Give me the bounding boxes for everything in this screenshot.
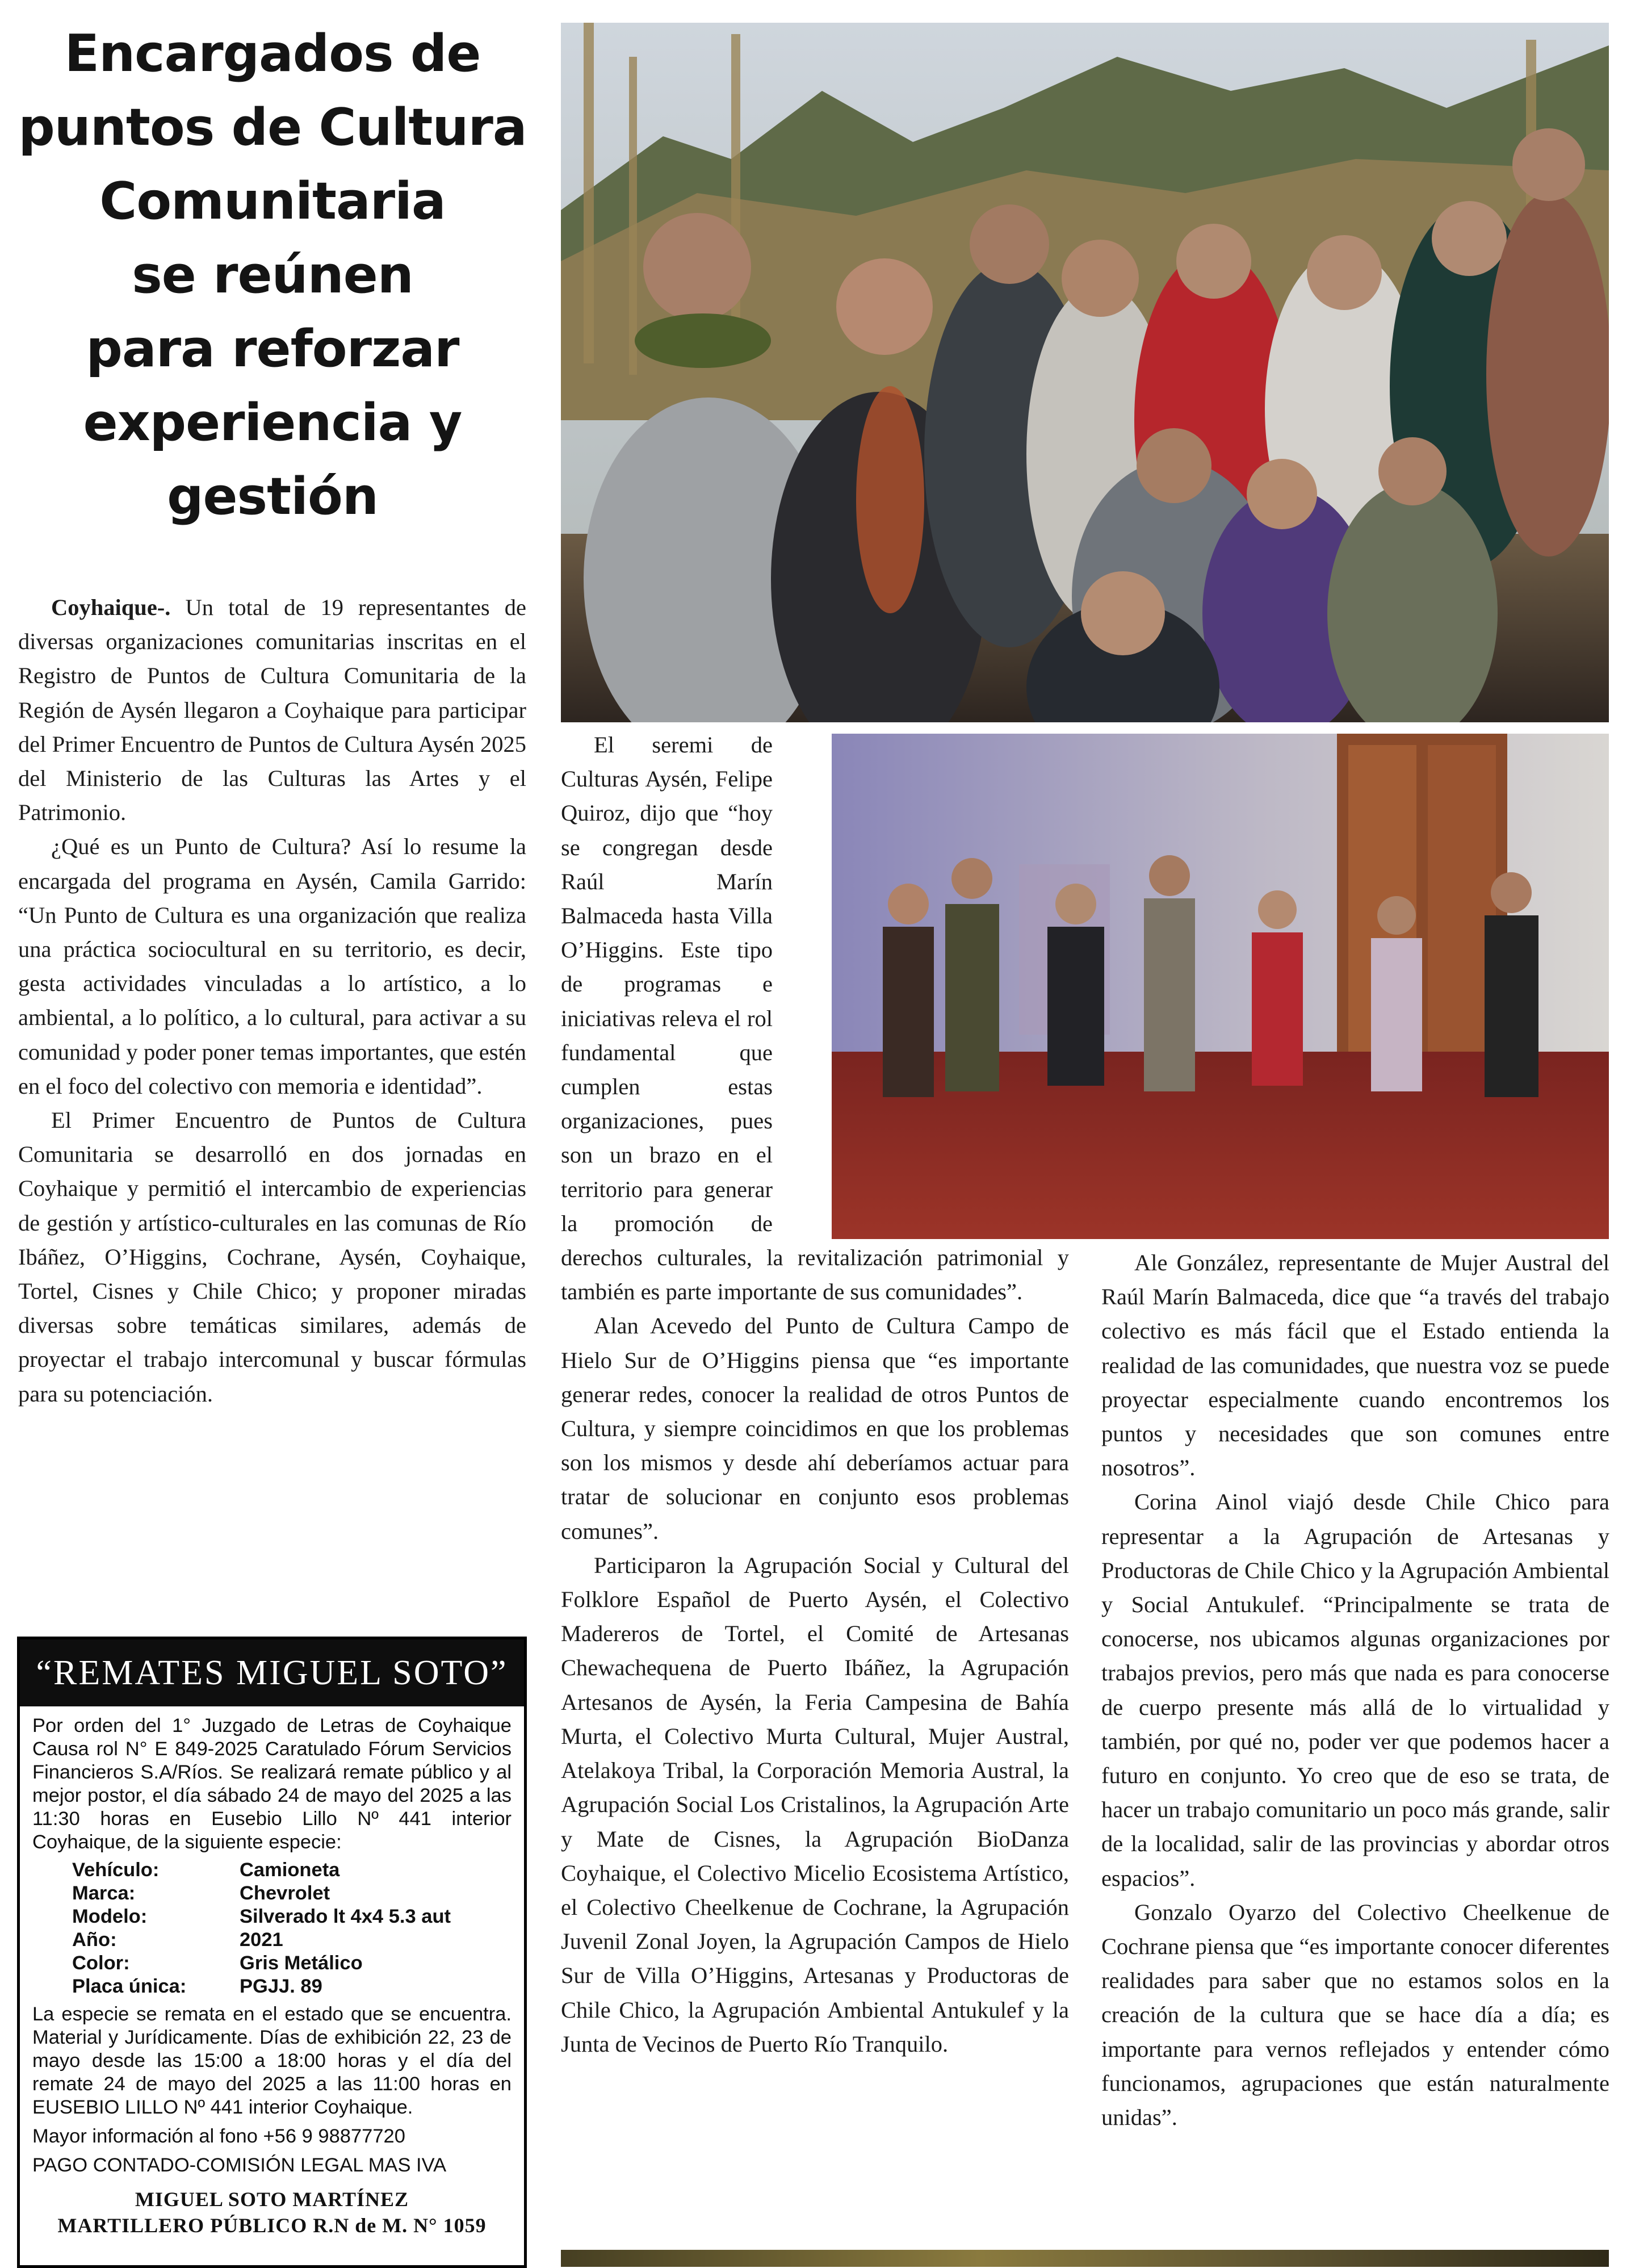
group-photo-outdoor-illustration: [561, 23, 1609, 722]
article-paragraph: Participaron la Agrupación Social y Cultural del Folklore Español de Puerto Aysén, el Colectivo Madereros de Tortel, el Comité de Artesanas Chewachequena de Puerto Ibáñez, la Agrupación Artesanos de Aysén, la Feria Campesina de Bahía Murta, el Colectivo Murta Cultural, Mujer Austral, Atelakoya Tribal, la Corporación Memoria Austral, la Agrupación Social Los Cristalinos, la Agrupación Arte y Mate de Cisnes, la Agrupación BioDanza Coyhaique, el Colectivo Micelio Ecosistema Artístico, el Colectivo Cheelkenue de Cochrane, la Agrupación Juvenil Zonal Joyen, la Agrupación Campos de Hielo Sur de Villa O’Higgins, Artesanas y Productoras de Chile Chico, la Agrupación Ambiental Antukulef y la Junta de Vecinos de Puerto Río Tranquilo.: [561, 1552, 1069, 2057]
auction-title: “REMATES MIGUEL SOTO”: [20, 1639, 524, 1706]
spec-row: [72, 1952, 512, 1975]
auction-phone: Mayor información al fono +56 9 98877720: [32, 2125, 405, 2147]
dateline: Coyhaique-.: [51, 595, 171, 620]
spec-row: [72, 1882, 512, 1905]
signature-title: MARTILLERO PÚBLICO R.N de M. N° 1059: [57, 2214, 487, 2237]
auction-body: [20, 1706, 524, 2238]
headline-line: Encargados de: [64, 24, 481, 83]
paragraph-text: Un total de 19 representantes de diversas organizaciones comunitarias inscritas en el Registro de Puntos de Cultura Comunitaria de la Región de Aysén llegaron a Coyhaique para participar del Primer Encuentro de Puntos de Cultura Aysén 2025 del Ministerio de las Culturas las Artes y el Patrimonio.: [18, 595, 526, 826]
spec-row: [72, 1975, 512, 1998]
headline-line: se reúnen: [132, 245, 413, 305]
article-paragraph: El Primer Encuentro de Puntos de Cultura Comunitaria se desarrolló en dos jornadas en Coyhaique y permitió el intercambio de experiencias de gestión y artístico-culturales en las comunas de Río Ibáñez, O’Higgins, Cochrane, Aysén, Coyhaique, Tortel, Cisnes y Chile Chico; y proponer miradas diversas sobre temáticas similares, además de proyectar el trabajo intercomunal y buscar fórmulas para su potenciación.: [18, 1107, 526, 1407]
article-column-3: [1101, 1246, 1609, 2135]
auction-payment: PAGO CONTADO-COMISIÓN LEGAL MAS IVA: [32, 2154, 447, 2176]
spec-key: Modelo:: [72, 1906, 148, 1927]
spec-row: [72, 1928, 512, 1952]
auction-conditions: La especie se remata en el estado que se encuentra. Material y Jurídicamente. Días de exhibición 22, 23 de mayo desde las 15:00 a 18:00 horas y el día del remate 24 de mayo del 2025 a las 11:00 horas en EUSEBIO LILLO Nº 441 interior Coyhaique.: [32, 2003, 512, 2118]
auction-signature: [32, 2186, 512, 2238]
auction-ad: [17, 1637, 527, 2268]
photo-float-spacer: [773, 728, 1069, 1239]
spec-value: Gris Metálico: [240, 1952, 363, 1974]
spec-row: [72, 1905, 512, 1928]
article-paragraph: Gonzalo Oyarzo del Colectivo Cheelkenue de Cochrane piensa que “es importante conocer diferentes realidades para saber que no estamos solos en la creación de la cultura que se hace día a día; es importante para vernos reflejados y entender cómo funcionamos, agrupaciones que están naturalmente unidas”.: [1101, 1899, 1609, 2131]
headline-line: experiencia y: [83, 393, 462, 453]
spec-key: Vehículo:: [72, 1859, 160, 1881]
bottom-photo-strip: [561, 2250, 1609, 2267]
headline-line: puntos de Cultura: [18, 98, 527, 157]
article-paragraph: Ale González, representante de Mujer Austral del Raúl Marín Balmaceda, dice que “a través del trabajo colectivo es más fácil que el Estado entienda la realidad de las comunidades, que nuestra voz se puede proyectar especialmente cuando encontremos los puntos y necesidades que son comunes entre nosotros”.: [1101, 1250, 1609, 1481]
spec-key: Año:: [72, 1929, 117, 1951]
headline-line: para reforzar: [86, 319, 459, 379]
spec-value: Chevrolet: [240, 1882, 330, 1904]
spec-key: Placa única:: [72, 1976, 187, 1997]
spec-value: PGJJ. 89: [240, 1976, 322, 1997]
headline-line: Comunitaria: [99, 171, 446, 231]
headline-line: gestión: [167, 467, 378, 526]
article-column-2: [561, 728, 1069, 2061]
group-photo-outdoor: [561, 23, 1609, 722]
article-paragraph: Alan Acevedo del Punto de Cultura Campo de Hielo Sur de O’Higgins piensa que “es importante generar redes, conocer la realidad de otros Puntos de Cultura, y siempre coincidimos en que los problemas son los mismos y desde ahí deberíamos actuar para tratar de solucionar en conjunto esos problemas comunes”.: [561, 1313, 1069, 1544]
spec-value: 2021: [240, 1929, 283, 1951]
article-column-1: [18, 591, 526, 1411]
article-paragraph: El seremi de Culturas Aysén, Felipe Quiroz, dijo que “hoy se congregan desde Raúl Marín Balmaceda hasta Villa O’Higgins. Este tipo de programas e iniciativas releva el rol fundamental que cumplen estas organizaciones, pues son un brazo en el territorio para generar la promoción de derechos culturales, la revitalización patrimonial y también es parte importante de sus comunidades”.: [561, 732, 1069, 1305]
article-paragraph: [18, 591, 526, 830]
headline: [17, 17, 528, 534]
spec-key: Color:: [72, 1952, 130, 1974]
signature-name: MIGUEL SOTO MARTÍNEZ: [135, 2188, 409, 2211]
auction-intro: Por orden del 1° Juzgado de Letras de Coyhaique Causa rol N° E 849-2025 Caratulado Fórum Servicios Financieros S.A/Ríos. Se realizará remate público y al mejor postor, el día sábado 24 de mayo del 2025 a las 11:30 horas en Eusebio Lillo Nº 441 interior Coyhaique, de la siguiente especie:: [32, 1715, 512, 1853]
spec-value: Silverado lt 4x4 5.3 aut: [240, 1906, 451, 1927]
article-paragraph: Corina Ainol viajó desde Chile Chico para representar a la Agrupación de Artesanas y Productoras de Chile Chico y la Agrupación Ambiental y Social Antukulef. “Principalmente se trata de conocerse, nos ubicamos algunas organizaciones por trabajos previos, pero más que nada es para conocerse de cuerpo presente más allá de lo virtualidad y también, por qué no, poder ver que podemos hacer a futuro en conjunto. Yo creo que de eso se trata, de hacer un trabajo comunitario un poco más grande, salir de la localidad, salir de las provincias y abordar otros espacios”.: [1101, 1489, 1609, 1891]
spec-key: Marca:: [72, 1882, 136, 1904]
article-paragraph: ¿Qué es un Punto de Cultura? Así lo resume la encargada del programa en Aysén, Camila Garrido: “Un Punto de Cultura es una organización que realiza una práctica sociocultural en su territorio, es decir, gesta actividades vinculadas a lo artístico, a lo ambiental, a lo político, a lo cultural, para activar a su comunidad y poder poner temas importantes, que estén en el foco del colectivo con memoria e identidad”.: [18, 834, 526, 1099]
spec-value: Camioneta: [240, 1859, 340, 1881]
spec-row: [72, 1859, 512, 1882]
auction-specs: [72, 1859, 512, 1998]
